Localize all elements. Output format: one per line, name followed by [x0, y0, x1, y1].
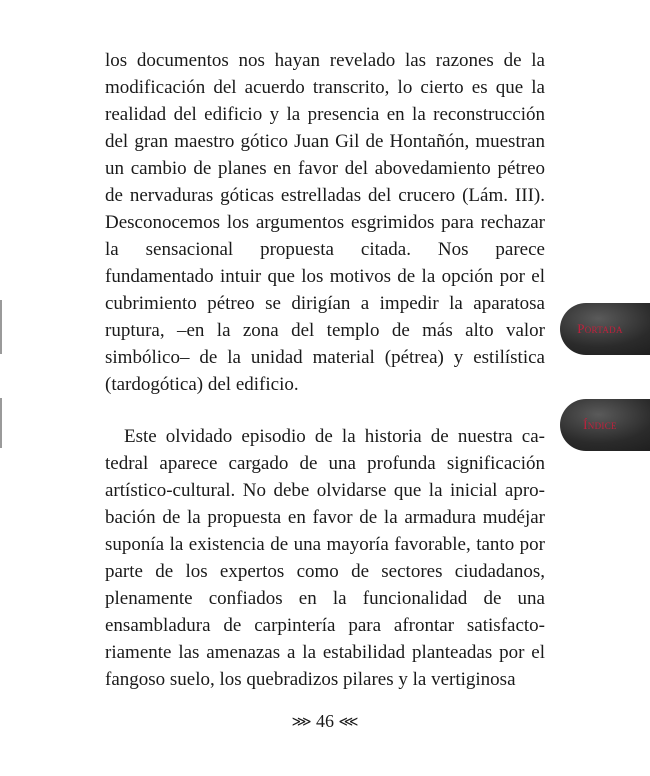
ornament-right-icon: ⋘ [338, 714, 359, 730]
indice-label: Índice [583, 417, 617, 432]
ornament-left-icon: ⋙ [291, 714, 312, 730]
body-paragraph: los documentos nos hayan revelado las razones de la modificación del acuerdo transcrito, lo cierto es que la realidad del edificio y la presencia en la reconstrucción del gran maestro gótico Juan Gil de Hontañón, muestran un cambio de planes en favor del abovedamiento pétreo de nervaduras góticas estrelladas del crucero (Lám. III). Desconocemos los argumentos esgrimidos para rechazar la sensacional propuesta citada. Nos parece fundamentado intuir que los motivos de la opción por el cubrimiento pétreo se dirigían a impedir la aparatosa ruptura, –en la zona del templo de más alto valor simbólico– de la unidad material (pétrea) y estilística (tardogótica) del edificio. [105, 50, 545, 395]
portada-button[interactable] [560, 303, 650, 355]
portada-label: Portada [577, 321, 623, 336]
body-paragraph: Este olvidado episodio de la historia de nuestra catedral aparece cargado de una profunda significación artístico-cultural. No debe olvidarse que la inicial aprobación de la propuesta en favor de la armadura mudéjar suponía la existencia de una mayoría favorable, tanto por parte de los expertos como de sectores ciudadanos, plenamente confiados en la funcionalidad de una ensambladura de carpintería para afrontar satisfactoriamente las amenazas a la estabilidad planteadas por el fangoso suelo, los quebradizos pilares y la vertiginosa [105, 426, 545, 690]
left-edge-line-top [0, 300, 2, 354]
page-footer [0, 711, 650, 732]
left-edge-line-bottom [0, 398, 2, 448]
page-number: 46 [316, 711, 334, 731]
indice-button[interactable] [560, 399, 650, 451]
